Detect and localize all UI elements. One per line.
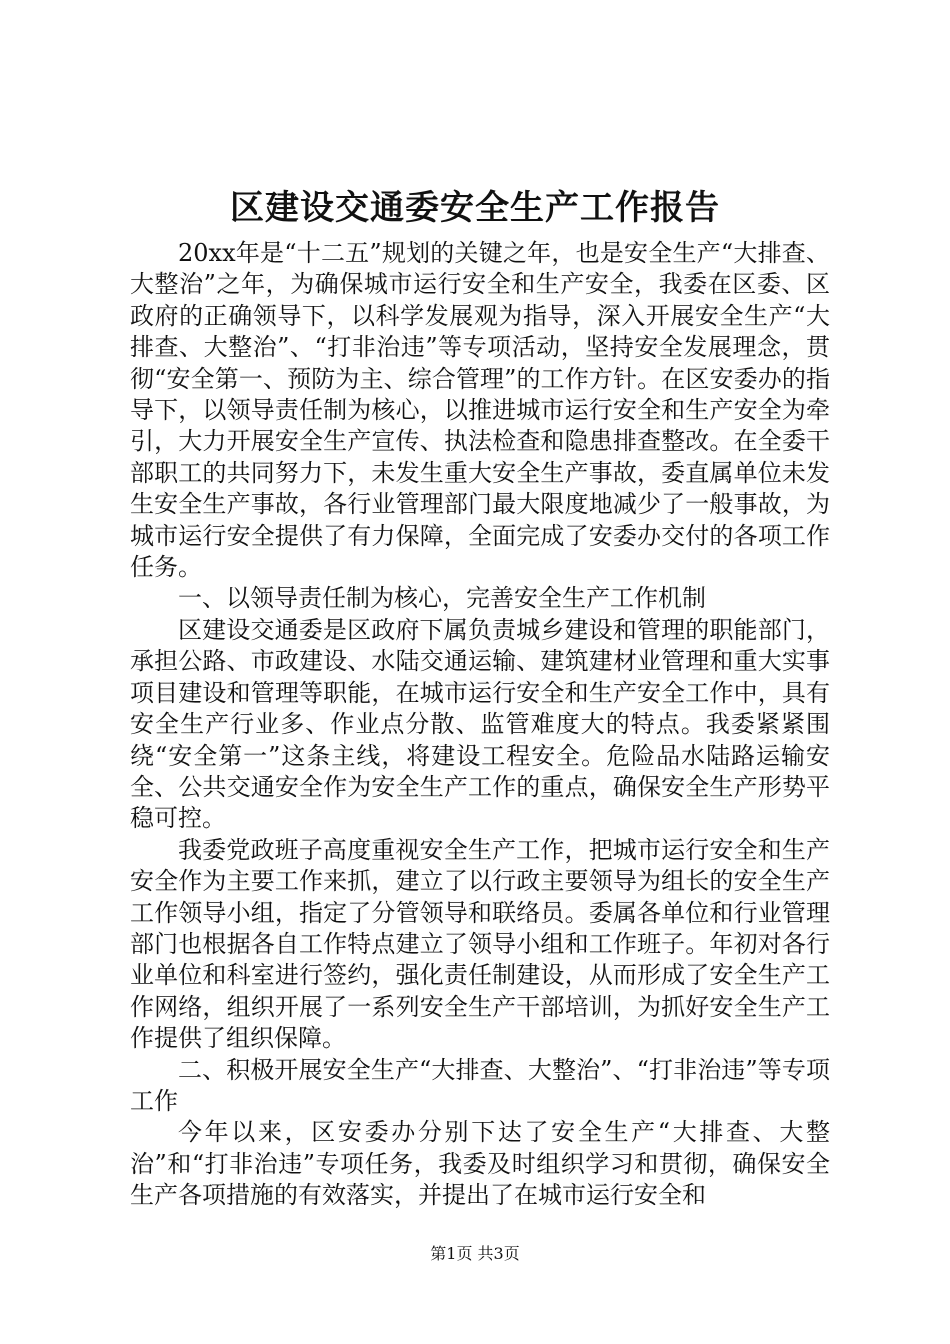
section-heading-1: 一、以领导责任制为核心，完善安全生产工作机制 <box>178 584 706 613</box>
document-body <box>130 238 830 1212</box>
section-heading-2: 二、积极开展安全生产“大排查、大整治”、“打非治违”等专项工作 <box>130 1055 830 1115</box>
intro-paragraph: 20xx年是“十二五”规划的关键之年，也是安全生产“大排查、大整治”之年，为确保城市运行安全和生产安全，我委在区委、区政府的正确领导下，以科学发展观为指导，深入开展安全生产“大排查、大整治”、“打非治违”等专项活动，坚持安全发展理念，贯彻“安全第一、预防为主、综合管理”的工作方针。在区安委办的指导下，以领导责任制为核心，以推进城市运行安全和生产安全为牵引，大力开展安全生产宣传、执法检查和隐患排查整改。在全委干部职工的共同努力下，未发生重大安全生产事故，委直属单位未发生安全生产事故，各行业管理部门最大限度地减少了一般事故，为城市运行安全提供了有力保障，全面完成了安委办交付的各项工作任务。 <box>130 239 830 582</box>
document-title: 区建设交通委安全生产工作报告 <box>230 188 720 228</box>
body-paragraph: 我委党政班子高度重视安全生产工作，把城市运行安全和生产安全作为主要工作来抓，建立了以行政主要领导为组长的安全生产工作领导小组，指定了分管领导和联络员。委属各单位和行业管理部门也根据各自工作特点建立了领导小组和工作班子。年初对各行业单位和科室进行签约，强化责任制建设，从而形成了安全生产工作网络，组织开展了一系列安全生产干部培训，为抓好安全生产工作提供了组织保障。 <box>130 835 830 1053</box>
body-paragraph: 今年以来，区安委办分别下达了安全生产“大排查、大整治”和“打非治违”专项任务，我委及时组织学习和贯彻，确保安全生产各项措施的有效落实，并提出了在城市运行安全和 <box>130 1118 830 1210</box>
body-paragraph: 区建设交通委是区政府下属负责城乡建设和管理的职能部门，承担公路、市政建设、水陆交通运输、建筑建材业管理和重大实事项目建设和管理等职能，在城市运行安全和生产安全工作中，具有安全生产行业多、作业点分散、监管难度大的特点。我委紧紧围绕“安全第一”这条主线，将建设工程安全。危险品水陆路运输安全、公共交通安全作为安全生产工作的重点，确保安全生产形势平稳可控。 <box>130 615 830 833</box>
page-number: 第1页 共3页 <box>430 1244 520 1263</box>
